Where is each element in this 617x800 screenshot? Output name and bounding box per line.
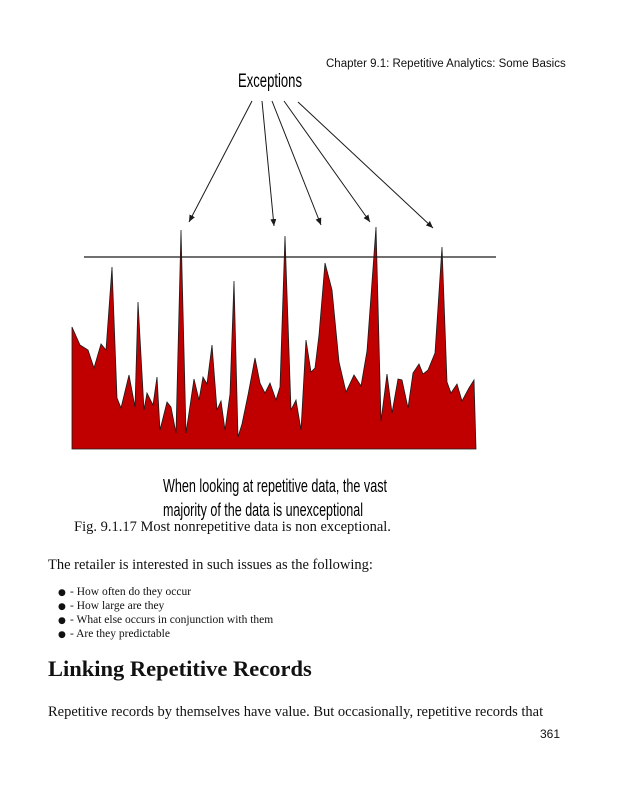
figure-note-line-2: majority of the data is unexceptional [163, 499, 363, 520]
figure-caption: Fig. 9.1.17 Most nonrepetitive data is non exceptional. [74, 519, 391, 535]
list-item-text: - How large are they [70, 600, 165, 612]
exception-arrow [298, 102, 433, 228]
bullet-icon: ● [58, 602, 66, 612]
list-item-text: - What else occurs in conjunction with them [70, 614, 274, 626]
bullet-icon: ● [58, 630, 66, 640]
bullet-icon: ● [58, 616, 66, 626]
exception-arrows [189, 101, 433, 228]
intro-paragraph: The retailer is interested in such issues as the following: [48, 557, 373, 573]
list-item-text: - Are they predictable [70, 628, 170, 640]
page-number: 361 [540, 727, 561, 741]
bullet-icon: ● [58, 588, 66, 598]
repetitive-data-series [72, 227, 476, 449]
body-paragraph: Repetitive records by themselves have value. But occasionally, repetitive records that [48, 704, 544, 720]
list-item [58, 585, 273, 599]
list-item [58, 627, 273, 641]
list-item [58, 613, 273, 627]
section-title: Linking Repetitive Records [48, 656, 312, 681]
running-head: Chapter 9.1: Repetitive Analytics: Some Basics [326, 58, 566, 70]
exception-arrow [272, 101, 321, 225]
exception-arrow [284, 101, 370, 222]
list-item [58, 599, 273, 613]
exceptions-label: Exceptions [238, 71, 302, 92]
figure-note-line-1: When looking at repetitive data, the vast [163, 475, 387, 496]
issues-list [58, 585, 273, 641]
exception-arrow [189, 101, 252, 222]
exception-arrow [262, 101, 274, 226]
list-item-text: - How often do they occur [70, 586, 192, 598]
